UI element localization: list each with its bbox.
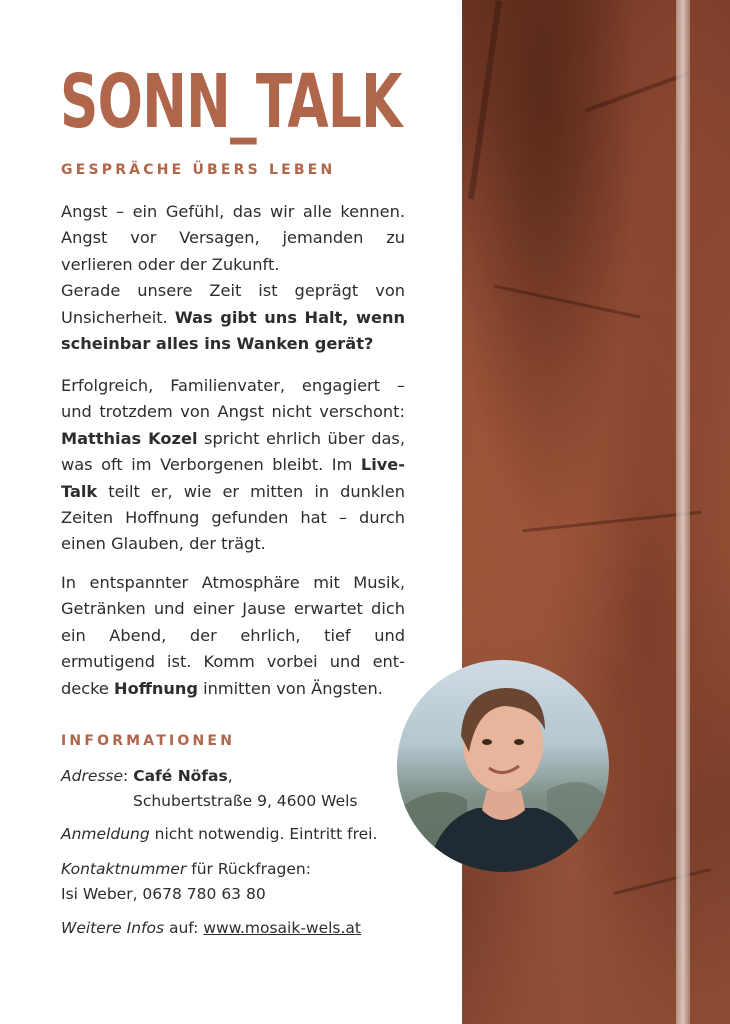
climbing-rope-image (676, 0, 690, 1024)
address-line (61, 764, 233, 789)
contact-person: Isi Weber, 0678 780 63 80 (61, 885, 266, 903)
website-link[interactable]: www.mosaik-wels.at (203, 919, 362, 937)
speaker-text-2: spricht ehrlich über das, was oft im Verborgenen bleibt. Im (61, 428, 406, 475)
rock-crack (613, 868, 711, 895)
intro-text-2: Gerade unsere Zeit ist geprägt von Unsicherheit. (61, 281, 405, 327)
address-label: Adresse (61, 767, 124, 785)
contact-text: für Rückfragen: (186, 860, 311, 878)
speaker-name: Matthias Kozel (61, 428, 198, 448)
street-address: Schubertstraße 9, 4600 Wels (133, 792, 358, 810)
speaker-text: Erfolgreich, Familienvater, engagiert – und trotzdem von Angst nicht verschont: (61, 376, 405, 422)
contact-line (61, 857, 311, 882)
rock-crack (493, 284, 640, 318)
registration-line (61, 822, 377, 847)
speaker-text-3: teilt er, wie er mitten in dunklen Zeiten Hoffnung gefunden hat – durch einen Glauben, der trägt. (61, 481, 405, 554)
rock-crack (585, 71, 690, 112)
intro-text: Angst – ein Gefühl, das wir alle kennen. Angst vor Versagen, jemanden zu verlieren oder der Zukunft. (61, 202, 405, 274)
person-silhouette-icon (397, 660, 609, 872)
hope-keyword: Hoffnung (114, 678, 198, 698)
registration-text: nicht notwendig. Eintritt frei. (149, 825, 378, 843)
intro-paragraph (61, 199, 405, 357)
event-title: SONN_TALK (60, 59, 402, 145)
atmosphere-text: In entspannter Atmosphäre mit Musik, Getränken und einer Jause erwartet dich ein Abend, der ehrlich, tief und ermutigend ist. Komm vorbei und entdecke (61, 573, 405, 698)
speaker-paragraph (61, 373, 405, 558)
registration-label: Anmeldung (61, 825, 150, 843)
more-info-label: Weitere Infos (61, 919, 165, 937)
event-subtitle: GESPRÄCHE ÜBERS LEBEN (61, 162, 336, 178)
contact-label: Kontaktnummer (61, 860, 187, 878)
speaker-portrait (397, 660, 609, 872)
address-separator: : (123, 767, 134, 785)
atmosphere-paragraph (61, 570, 405, 702)
atmosphere-text-2: inmitten von Ängsten. (198, 678, 383, 698)
intro-question: Was gibt uns Halt, wenn scheinbar alles ins Wanken gerät? (61, 307, 405, 354)
rock-crack (468, 1, 502, 200)
rock-crack (522, 511, 701, 533)
venue-separator: , (227, 767, 233, 785)
website-line (61, 916, 361, 941)
venue-name: Café Nöfas (133, 767, 228, 785)
more-info-text: auf: (164, 919, 204, 937)
event-format: Live-Talk (61, 455, 405, 501)
info-heading: INFORMATIONEN (61, 733, 236, 749)
